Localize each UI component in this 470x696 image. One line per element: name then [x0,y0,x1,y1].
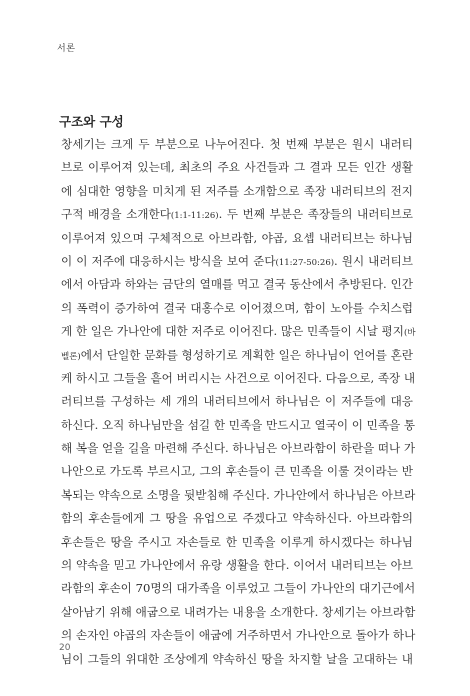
text-line [61,156,413,179]
text-line [61,227,413,250]
text-line-main: 구적 배경을 소개한다 [61,207,171,222]
text-line [61,133,413,156]
text-line [61,437,416,460]
text-line [61,273,413,296]
section-heading: 구조와 구성 [59,114,124,129]
text-line [61,601,416,624]
text-line [61,390,413,413]
text-line [61,648,413,671]
text-line [61,250,413,273]
citation: (1:1-11:26) [170,211,219,222]
text-line [61,414,416,437]
text-line [61,460,413,483]
text-line [61,180,413,203]
text-line-main: 함의 후손들에게 그 땅을 유업으로 주겠다고 약속하신다. 아브라함의 [61,511,413,526]
text-line-main: 게 한 일은 가나안에 대한 저주로 이어진다. 많은 민족들이 시날 평지 [61,324,404,339]
text-line [61,320,416,343]
text-line [61,484,416,507]
text-line-main: 창세기는 크게 두 부분으로 나누어진다. 첫 번째 부분은 원시 내러티 [61,137,413,151]
text-line-main: 라함의 후손이 70명의 대가족을 이루었고 그들이 가나안의 대기근에서 [61,581,416,596]
page-number: 20 [59,643,71,653]
text-line [61,531,413,554]
body-text [61,133,416,671]
text-line [61,554,413,577]
citation: (바 [403,328,416,339]
text-line-rest: . 원시 내러티브 [334,253,413,268]
text-line-main: 해 복을 얻을 길을 마련해 주신다. 하나님은 아브라함이 하란을 떠나 가 [61,441,416,456]
text-line [61,344,413,367]
text-line [61,577,416,600]
text-line [61,367,416,390]
text-line [61,203,413,226]
text-line-main: 에 심대한 영향을 미치게 된 저주를 소개함으로 족장 내러티브의 전지 [61,183,413,198]
text-line-main: 후손들은 땅을 주시고 자손들로 한 민족을 이루게 하시겠다는 하나님 [61,534,413,549]
text-line-rest: 에서 단일한 문화를 형성하기로 계획한 일은 하나님이 언어를 혼란 [80,347,413,362]
text-line-main: 님이 그들의 위대한 조상에게 약속하신 땅을 차지할 날을 고대하는 내 [61,651,413,666]
text-line-main: 하신다. 오직 하나님만을 섬길 한 민족을 만드시고 열국이 이 민족을 통 [61,417,416,432]
citation: (11:27-50:26) [275,257,335,268]
text-line-main: 러티브를 구성하는 세 개의 내러티브에서 하나님은 이 저주들에 대응 [61,394,413,409]
text-line-main: 브로 이루어져 있는데, 최초의 주요 사건들과 그 결과 모든 인간 생활 [61,160,413,175]
text-line-main: 에서 아담과 하와는 금단의 열매를 먹고 결국 동산에서 추방된다. 인간 [61,277,413,292]
text-line [61,507,413,530]
text-line-main: 의 손자인 야곱의 자손들이 애굽에 거주하면서 가나안으로 돌아가 하나 [61,628,416,643]
text-line-main: 의 약속을 믿고 가나안에서 유랑 생활을 한다. 이어서 내러티브는 아브 [61,558,413,573]
text-line-main: 이루어져 있으며 구체적으로 아브라함, 야곱, 요셉 내러티브는 하나님 [61,230,413,245]
running-head: 서론 [57,44,76,54]
text-line-main: 이 이 저주에 대응하시는 방식을 보여 준다 [61,253,276,268]
text-line-main: 나안으로 가도록 부르시고, 그의 후손들이 큰 민족을 이룰 것이라는 반 [61,464,413,479]
text-line-main: 복되는 약속으로 소명을 뒷받침해 주신다. 가나안에서 하나님은 아브라 [61,487,416,502]
text-line [61,297,413,320]
citation: 벨론) [61,351,81,362]
text-line [61,624,416,647]
text-line-main: 살아남기 위해 애굽으로 내려가는 내용을 소개한다. 창세기는 아브라함 [61,604,416,619]
text-line-main: 케 하시고 그들을 흩어 버리시는 사건으로 이어진다. 다음으로, 족장 내 [61,370,416,385]
text-line-main: 의 폭력이 증가하여 결국 대홍수로 이어졌으며, 함이 노아를 수치스럽 [61,300,413,315]
text-line-rest: . 두 번째 부분은 족장들의 내러티브로 [218,207,413,222]
